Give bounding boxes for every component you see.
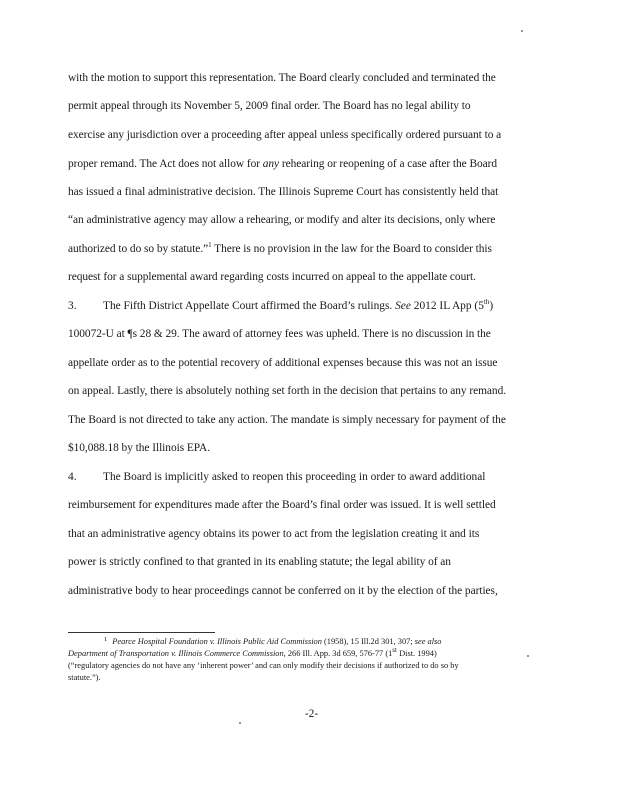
footnote-line-4: statute.”). xyxy=(68,673,101,682)
footnote-line-1: $^1$ Pearce Hospital Foundation v. Illinois Public Aid Commission (1958), 15 Ill.2d 301, 307; see also xyxy=(104,636,442,646)
footnote-mark: 1 xyxy=(104,636,108,643)
paragraph-4-line: that an administrative agency obtains its power to act from the legislation creating it and its xyxy=(68,528,480,540)
paragraph-4-line: power is strictly confined to that granted in its enabling statute; the legal ability of an xyxy=(68,556,451,568)
body-line-7: authorized to do so by statute.”$^1$ There is no provision in the law for the Board to consider this xyxy=(68,241,492,255)
body-line-5: has issued a final administrative decision. The Illinois Supreme Court has consistently held that xyxy=(68,186,499,198)
paragraph-4-first-line: The Board is implicitly asked to reopen this proceeding in order to award additional xyxy=(103,471,486,483)
body-line-3: exercise any jurisdiction over a proceeding after appeal unless specifically ordered pursuant to a xyxy=(68,129,502,141)
body-line-1: with the motion to support this representation. The Board clearly concluded and terminated the xyxy=(68,72,496,84)
footnote-line-3: (“regulatory agencies do not have any ‘inherent power’ and can only modify their decisions if authorized to do so by xyxy=(68,661,459,670)
scan-speck xyxy=(521,30,523,32)
paragraph-4-line: administrative body to hear proceedings cannot be conferred on it by the election of the parties, xyxy=(68,585,498,597)
emphasis-any: any xyxy=(262,158,280,170)
paragraph-3-line: The Board is not directed to take any action. The mandate is simply necessary for payment of the xyxy=(68,414,506,426)
paragraph-4-line: reimbursement for expenditures made after the Board’s final order was issued. It is well settled xyxy=(68,499,496,511)
paragraph-3-line: $10,088.18 by the Illinois EPA. xyxy=(68,442,211,454)
paragraph-number-4: 4. xyxy=(68,471,77,483)
body-line-4: proper remand. The Act does not allow for any rehearing or reopening of a case after the Board xyxy=(68,158,498,170)
paragraph-3-line: on appeal. Lastly, there is absolutely nothing set forth in the decision that pertains to any remand. xyxy=(68,385,507,397)
scan-speck xyxy=(527,655,529,657)
paragraph-3-line: 100072-U at ¶s 28 & 29. The award of attorney fees was upheld. There is no discussion in the xyxy=(68,328,491,340)
paragraph-number-3: 3. xyxy=(68,300,77,312)
body-line-2: permit appeal through its November 5, 2009 final order. The Board has no legal ability to xyxy=(68,100,471,112)
scan-speck xyxy=(239,722,241,724)
body-line-8: request for a supplemental award regarding costs incurred on appeal to the appellate court. xyxy=(68,271,476,283)
footnote-reference: 1 xyxy=(208,241,212,250)
body-line-6: “an administrative agency may allow a rehearing, or modify and alter its decisions, only where xyxy=(68,214,496,226)
footnote-line-2: Department of Transportation v. Illinois Commerce Commission, 266 Ill. App. 3d 659, 576-77 (1st Dist. 1994) xyxy=(68,646,437,658)
page-number: -2- xyxy=(304,708,319,720)
paragraph-3-line: appellate order as to the potential recovery of additional expenses because this was not an issue xyxy=(68,357,498,369)
paragraph-3-first-line: The Fifth District Appellate Court affirmed the Board’s rulings. See 2012 IL App (5th) xyxy=(103,298,494,312)
footnote-separator xyxy=(68,632,215,633)
